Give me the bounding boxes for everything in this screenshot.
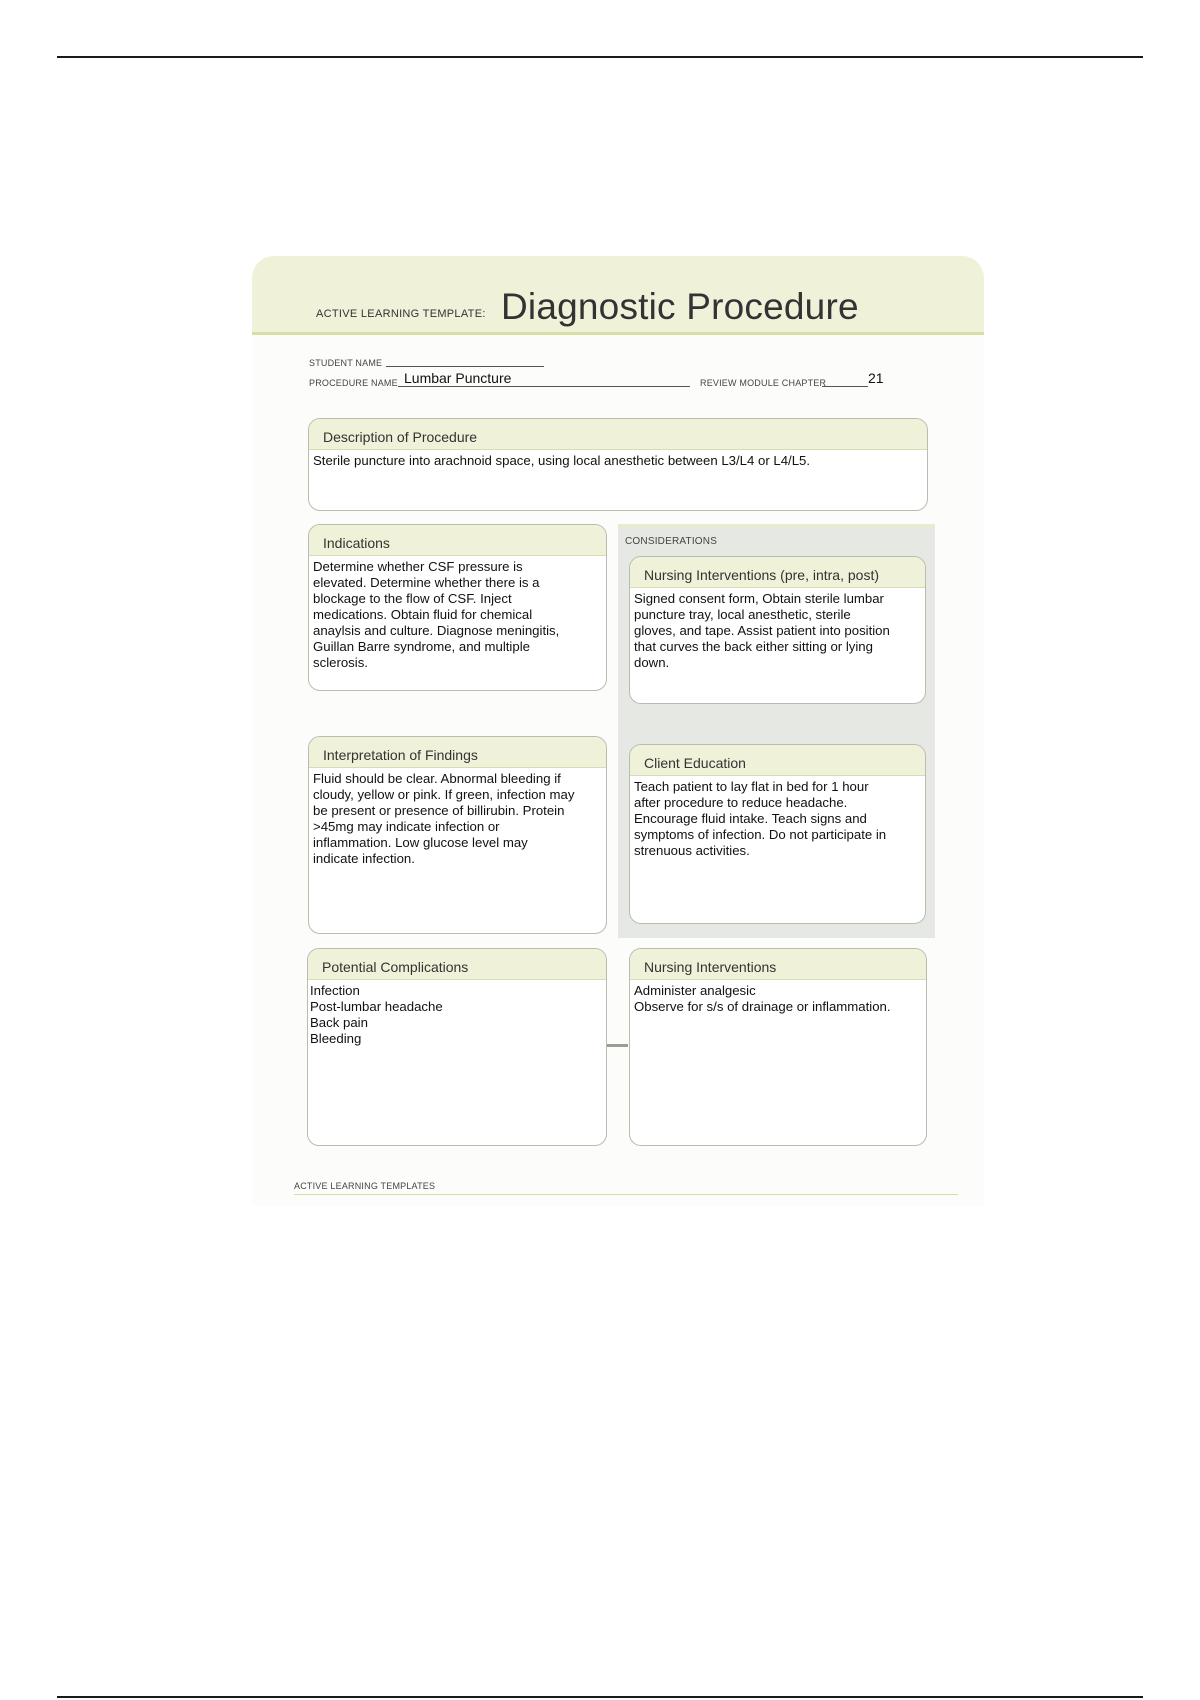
nursing-pre-line: that curves the back either sitting or lying — [634, 639, 873, 654]
complications-line: Infection — [310, 983, 360, 998]
indications-card — [308, 524, 607, 691]
footer-label: ACTIVE LEARNING TEMPLATES — [294, 1181, 436, 1191]
complications-title: Potential Complications — [308, 949, 606, 980]
procedure-name-label: PROCEDURE NAME — [309, 378, 398, 388]
interpretation-card — [308, 736, 607, 934]
client-education-card — [629, 744, 926, 924]
complications-line: Post-lumbar headache — [310, 999, 443, 1014]
complications-line: Back pain — [310, 1015, 368, 1030]
template-sheet — [252, 256, 984, 1206]
client-education-line: symptoms of infection. Do not participate in — [634, 827, 887, 842]
interpretation-line: indicate infection. — [313, 851, 415, 866]
review-module-field[interactable]: 21 — [868, 370, 884, 386]
client-education-line: after procedure to reduce headache. — [634, 795, 848, 810]
page-title: Diagnostic Procedure — [501, 286, 859, 327]
description-title: Description of Procedure — [309, 419, 927, 450]
complications-body — [308, 980, 606, 1047]
complications-card — [307, 948, 607, 1146]
client-education-line: Encourage fluid intake. Teach signs and — [634, 811, 867, 826]
indications-body — [309, 556, 606, 671]
complications-line: Bleeding — [310, 1031, 362, 1046]
student-name-line — [386, 366, 544, 367]
nursing-pre-line: Signed consent form, Obtain sterile lumbar — [634, 591, 884, 606]
indications-line: anaylsis and culture. Diagnose meningitis, — [313, 623, 560, 638]
procedure-name-field[interactable]: Lumbar Puncture — [404, 370, 512, 386]
indications-title: Indications — [309, 525, 606, 556]
client-education-line: Teach patient to lay flat in bed for 1 hour — [634, 779, 869, 794]
interpretation-line: inflammation. Low glucose level may — [313, 835, 528, 850]
indications-line: Guillan Barre syndrome, and multiple — [313, 639, 530, 654]
nursing-interventions-card — [629, 948, 927, 1146]
nursing-interventions-title: Nursing Interventions — [630, 949, 926, 980]
page-bottom-rule — [57, 1696, 1143, 1698]
interpretation-line: be present or presence of billirubin. Protein — [313, 803, 565, 818]
indications-line: sclerosis. — [313, 655, 368, 670]
footer-rule — [294, 1194, 958, 1195]
description-body: Sterile puncture into arachnoid space, using local anesthetic between L3/L4 or L4/L5. — [313, 453, 811, 468]
nursing-interventions-pre-body — [630, 588, 925, 671]
client-education-body — [630, 776, 925, 859]
considerations-label: CONSIDERATIONS — [625, 536, 718, 547]
review-module-label: REVIEW MODULE CHAPTER — [700, 378, 827, 388]
interpretation-title: Interpretation of Findings — [309, 737, 606, 768]
nursing-interventions-line: Observe for s/s of drainage or inflammation. — [634, 999, 891, 1014]
interpretation-line: cloudy, yellow or pink. If green, infection may — [313, 787, 575, 802]
procedure-name-line — [398, 386, 690, 387]
nursing-interventions-pre-title: Nursing Interventions (pre, intra, post) — [630, 557, 925, 588]
indications-line: blockage to the flow of CSF. Inject — [313, 591, 512, 606]
indications-line: Determine whether CSF pressure is — [313, 559, 523, 574]
nursing-pre-line: down. — [634, 655, 670, 670]
client-education-line: strenuous activities. — [634, 843, 750, 858]
indications-line: medications. Obtain fluid for chemical — [313, 607, 533, 622]
review-module-line — [822, 386, 868, 387]
page-top-rule — [57, 56, 1143, 58]
client-education-title: Client Education — [630, 745, 925, 776]
nursing-interventions-line: Administer analgesic — [634, 983, 756, 998]
connector-line — [606, 1044, 628, 1047]
nursing-interventions-pre-card — [629, 556, 926, 704]
interpretation-line: Fluid should be clear. Abnormal bleeding if — [313, 771, 561, 786]
indications-line: elevated. Determine whether there is a — [313, 575, 540, 590]
interpretation-line: >45mg may indicate infection or — [313, 819, 500, 834]
interpretation-body — [309, 768, 606, 867]
nursing-pre-line: puncture tray, local anesthetic, sterile — [634, 607, 851, 622]
description-card — [308, 418, 928, 511]
student-name-label: STUDENT NAME — [309, 358, 383, 368]
nursing-pre-line: gloves, and tape. Assist patient into position — [634, 623, 890, 638]
header-band — [252, 256, 984, 335]
nursing-interventions-body — [630, 980, 926, 1015]
template-label: ACTIVE LEARNING TEMPLATE: — [316, 308, 486, 320]
